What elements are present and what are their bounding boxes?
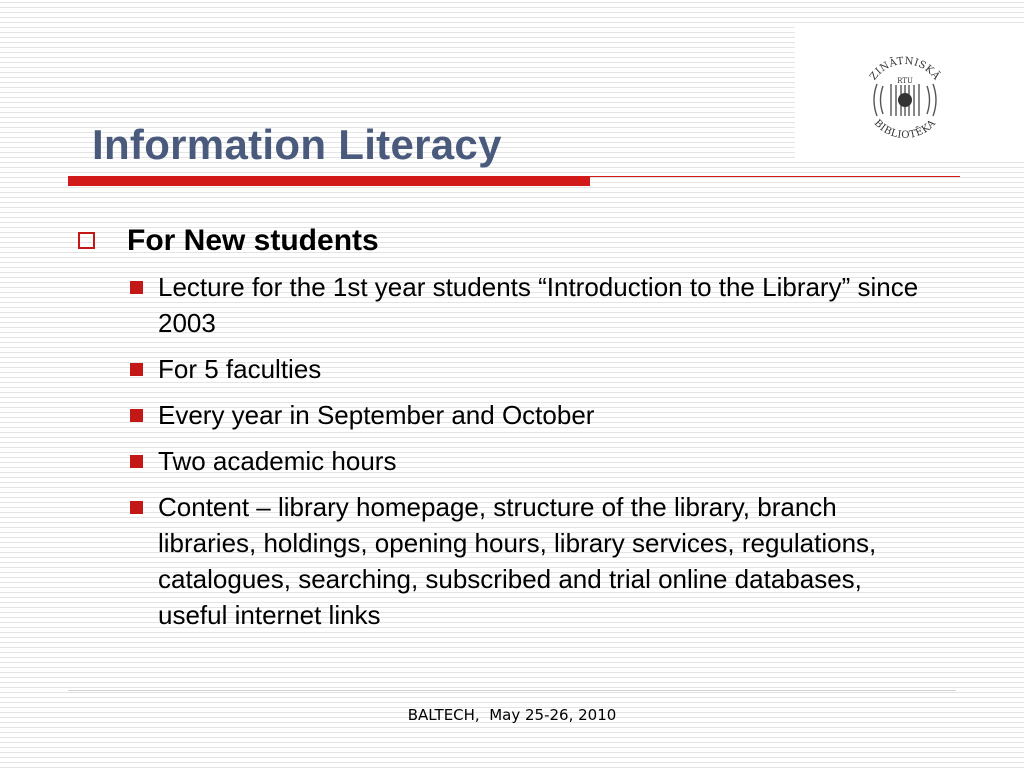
title-underline-thick <box>68 176 590 186</box>
list-item <box>76 269 938 341</box>
slide-title: Information Literacy <box>92 121 502 168</box>
red-square-bullet-icon <box>130 501 143 514</box>
list-item-text: Every year in September and October <box>158 400 595 430</box>
slide-content <box>76 220 956 643</box>
footer-divider <box>68 690 956 691</box>
red-square-bullet-icon <box>130 455 143 468</box>
bullet-list <box>76 269 956 633</box>
red-square-bullet-icon <box>130 363 143 376</box>
red-square-bullet-icon <box>130 281 143 294</box>
logo-top-text: ZINĀTNISKĀ <box>868 55 942 83</box>
list-item <box>76 443 938 479</box>
list-item-text: Two academic hours <box>158 446 397 476</box>
list-item <box>76 489 938 633</box>
hollow-square-bullet-icon <box>78 232 95 249</box>
logo-center-dot <box>898 93 912 107</box>
title-underline-thin <box>590 176 960 177</box>
list-item-text: Lecture for the 1st year students “Introduction to the Library” since 2003 <box>158 272 919 338</box>
list-item-text: For 5 faculties <box>158 354 322 384</box>
list-item-text: Content – library homepage, structure of the library, branch libraries, holdings, opening hours, library services, regulations, catalogues, searching, subscribed and trial online databases, useful internet links <box>158 492 877 630</box>
list-item <box>76 351 938 387</box>
library-seal-logo <box>857 54 953 144</box>
logo-bottom-text: BIBLIOTĒKA <box>871 117 939 142</box>
slide-footer: BALTECH, May 25-26, 2010 <box>407 706 617 724</box>
section-heading <box>76 220 956 262</box>
list-item <box>76 397 938 433</box>
section-heading-text: For New students <box>127 224 379 257</box>
red-square-bullet-icon <box>130 409 143 422</box>
logo-center-text: RTU <box>897 77 913 85</box>
